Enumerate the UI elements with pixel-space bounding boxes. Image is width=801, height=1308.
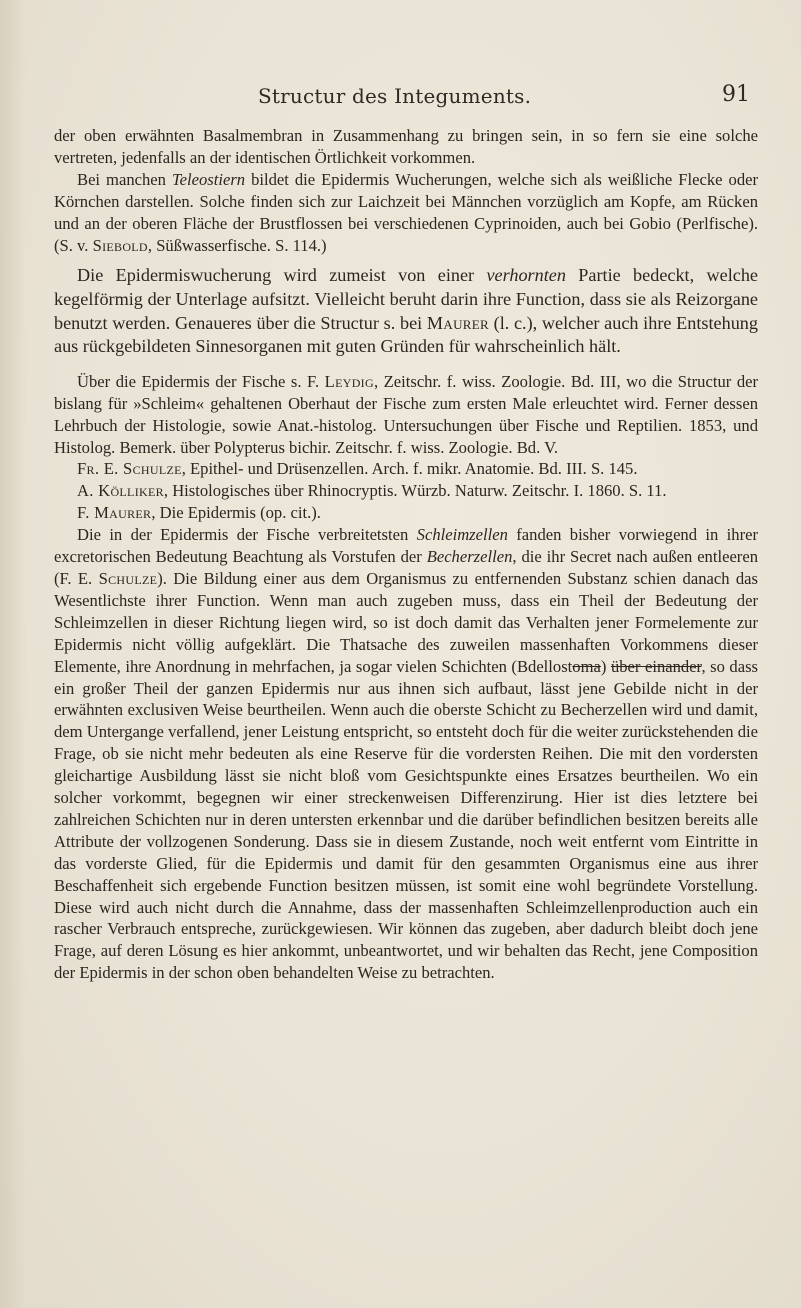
text-segment: Bei manchen <box>77 169 172 189</box>
reference-maurer <box>54 502 758 524</box>
body-text <box>54 125 758 984</box>
author-name: Siebold <box>92 235 148 255</box>
struck-text: oma <box>572 656 601 676</box>
text-segment: Die Epidermiswucherung wird zumeist von einer <box>77 265 487 286</box>
italic-text: Schleimzellen <box>416 525 508 545</box>
page-header <box>0 84 801 116</box>
text-segment: , Epithel- und Drüsenzellen. Arch. f. mikr. Anatomie. Bd. III. S. 145. <box>181 459 638 479</box>
text-segment: , Süßwasserfische. S. 114.) <box>147 235 327 255</box>
reference-schulze <box>54 458 758 480</box>
text-segment: fanden bisher vorwiegend in ihrer excretorischen Bedeutung Beachtung als Vorstufen der <box>54 525 758 567</box>
text-segment: bildet die Epidermis Wucherungen, welche sich als weißliche Flecke oder Körnchen darstellen. Solche finden sich zur Laichzeit bei Männchen vorzüglich am Kopfe, am Rücken und an der oberen Fläche der Brustflossen bei verschiedenen Cyprinoiden, auch bei Gobio (Perlfische). (S. v. <box>54 169 759 255</box>
reference-koelliker <box>54 480 758 502</box>
reference-leydig <box>54 371 758 459</box>
paragraph-schleimzellen <box>54 524 758 984</box>
page-number: 91 <box>722 82 750 107</box>
text-segment: Über die Epidermis der Fische s. F. <box>77 371 325 391</box>
author-name: F. Maurer <box>77 503 152 523</box>
paragraph-basalmembran <box>54 125 758 169</box>
text-segment: der oben erwähnten Basalmembran in Zusammenhang zu bringen sein, in so fern sie eine solche vertreten, jedenfalls an der identischen Örtlichkeit vorkommen. <box>54 126 758 167</box>
paragraph-epidermiswucherung <box>54 264 758 358</box>
text-segment: , Die Epidermis (op. cit.). <box>151 503 321 523</box>
italic-text: Becherzellen <box>426 547 513 567</box>
text-segment: Die in der Epidermis der Fische verbreitetsten <box>77 525 417 545</box>
struck-text: über einander <box>610 656 702 676</box>
italic-text: verhornten <box>486 265 566 286</box>
text-segment: , die ihr Secret nach außen entleeren (F. E. <box>54 547 758 588</box>
text-segment: , Histologisches über Rhinocryptis. Würzb. Naturw. Zeitschr. I. 1860. S. 11. <box>163 481 667 501</box>
running-title: Structur des Integuments. <box>258 84 532 108</box>
author-name: Fr. E. Schulze <box>77 459 182 479</box>
text-segment: Partie bedeckt, welche kegelförmig der Unterlage aufsitzt. Vielleicht beruht darin ihre Function, dass sie als Reizorgane benutzt werden. Genaueres über die Structur s. bei <box>54 265 758 333</box>
text-segment: (l. c.), welcher auch ihre Entstehung aus rückgebildeten Sinnesorganen mit guten Gründen für wahrscheinlich hält. <box>54 312 758 357</box>
literature-references <box>54 371 758 984</box>
text-segment: ) <box>600 656 611 676</box>
author-name: Leydig <box>324 371 374 391</box>
page-gutter-shadow <box>0 0 26 1308</box>
text-segment: , Zeitschr. f. wiss. Zoologie. Bd. III, wo die Structur der bislang für »Schleim« gehaltenen Oberhaut der Fische zum ersten Male erleuchtet wird. Ferner dessen Lehrbuch der Histologie, sowie Anat.-histolog. Untersuchungen über Fische und Reptilien. 1853, und Histolog. Bemerk. über Polypterus bichir. Zeitschr. f. wiss. Zoologie. Bd. V. <box>54 371 759 457</box>
author-name: A. Kölliker <box>77 481 164 501</box>
text-segment: , so dass ein großer Theil der ganzen Epidermis nur aus ihnen sich aufbaut, lässt jene Gebilde nicht in der erwähnten exclusiven Weise beurtheilen. Wenn auch die oberste Schicht zu Becherzellen wird und damit, dem Untergange verfallend, jener Leistung entspricht, so entsteht doch für die weiter zurückstehenden die Frage, ob sie nicht mehr bedeuten als eine Reserve für die vordersten Reihen. Die mit den vordersten gleichartige Ausbildung lässt sie nicht bloß vom Gesichtspunkte eines Ersatzes beurtheilen. Wo ein solcher vorkommt, begegnen wir einer streckenweisen Differenzirung. Hier ist dies letztere bei zahlreichen Schichten nur in deren untersten erkennbar und die darüber befindlichen besitzen bereits alle Attribute der vollzogenen Sonderung. Dass sie in diesem Zustande, noch weit entfernt vom Eintritte in das vorderste Glied, für die Epidermis und damit für den gesammten Organismus eine aus ihrer Beschaffenheit sich ergebende Function besitzen müssen, ist somit eine wohl begründete Vorstellung. Diese wird auch nicht durch die Annahme, dass der massenhaften Schleimzellenproduction auch ein rascher Verbrauch entspreche, zurückgewiesen. Wir können das zugeben, aber dadurch bleibt doch jene Frage, auf deren Lösung es hier ankommt, unbeantwortet, und wir behalten das Recht, jene Composition der Epidermis in der schon oben behandelten Weise zu betrachten. <box>54 656 759 983</box>
author-name: Schulze <box>98 568 158 588</box>
author-name: Maurer <box>426 312 489 333</box>
text-segment: ). Die Bildung einer aus dem Organismus zu entfernenden Substanz schien danach das Wesentlichste ihrer Function. Wenn man auch zugeben muss, dass ein Theil der Bedeutung der Schleimzellen in dieser Richtung liegen wird, so ist doch damit das Verhalten jener Formelemente zur Epidermis nicht völlig aufgeklärt. Die Thatsache des zuweilen massenhaften Vorkommens dieser Elemente, ihre Anordnung in mehrfachen, ja sogar vielen Schichten (Bdellost <box>54 568 759 676</box>
paragraph-teleostier <box>54 169 758 257</box>
italic-text: Teleostiern <box>171 169 246 189</box>
